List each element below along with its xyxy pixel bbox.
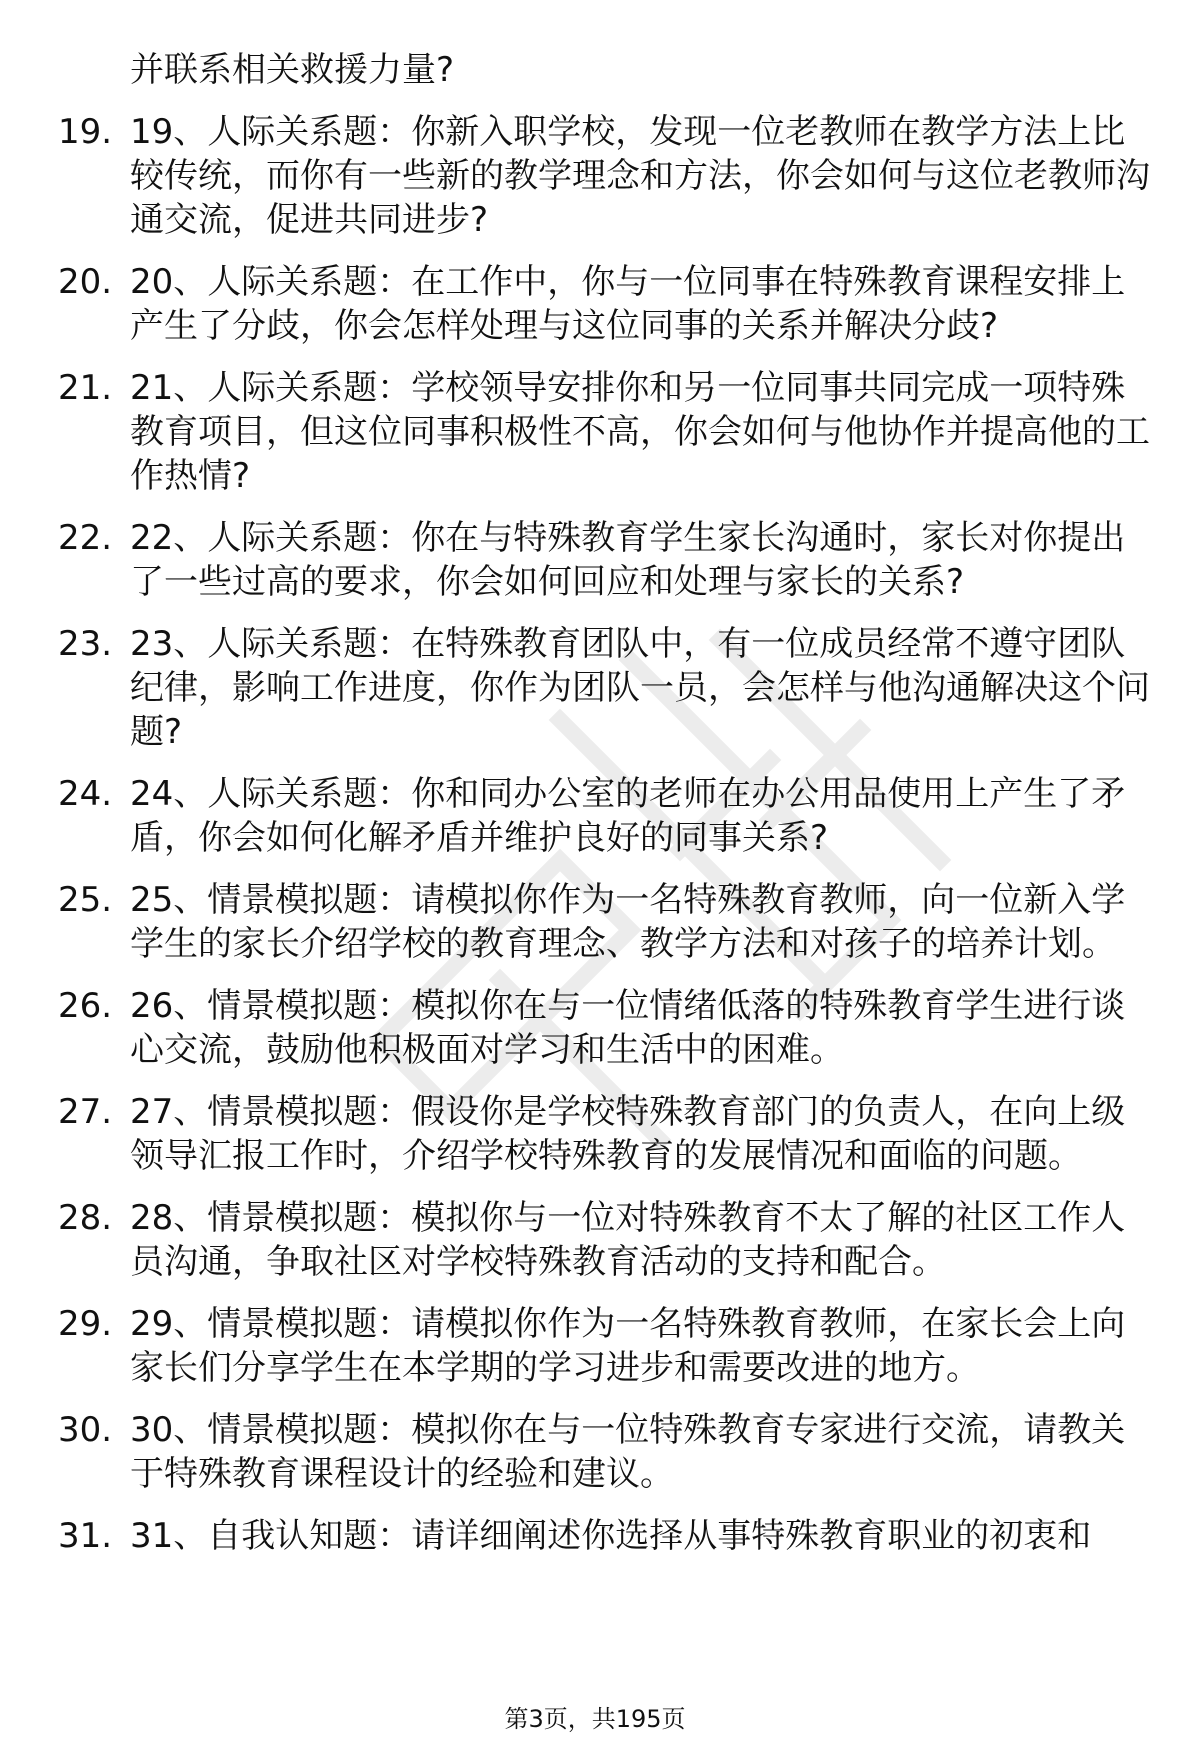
list-item [58, 110, 1158, 242]
list-item [58, 516, 1158, 604]
list-item [58, 366, 1158, 498]
item-number: 29. [58, 1304, 113, 1344]
item-text: 19、人际关系题：你新入职学校，发现一位老教师在教学方法上比较传统，而你有一些新的教学理念和方法，你会如何与这位老教师沟通交流，促进共同进步? [130, 112, 1150, 240]
item-text: 26、情景模拟题：模拟你在与一位情绪低落的特殊教育学生进行谈心交流，鼓励他积极面对学习和生活中的困难。 [130, 986, 1126, 1070]
list-item [58, 1090, 1158, 1178]
item-text: 25、情景模拟题：请模拟你作为一名特殊教育教师，向一位新入学学生的家长介绍学校的教育理念、教学方法和对孩子的培养计划。 [130, 880, 1126, 964]
item-number: 25. [58, 880, 113, 920]
list-item [58, 984, 1158, 1072]
list-item [58, 878, 1158, 966]
item-number: 31. [58, 1516, 113, 1556]
list-item [58, 772, 1158, 860]
item-number: 20. [58, 262, 113, 302]
item-number: 19. [58, 112, 113, 152]
page-footer: 第3页，共195页 [504, 1705, 686, 1733]
item-number: 21. [58, 368, 113, 408]
item-number: 23. [58, 624, 113, 664]
item-number: 24. [58, 774, 113, 814]
item-text: 31、自我认知题：请详细阐述你选择从事特殊教育职业的初衷和 [130, 1516, 1092, 1556]
list-item [58, 260, 1158, 348]
item-text: 20、人际关系题：在工作中，你与一位同事在特殊教育课程安排上产生了分歧，你会怎样处理与这位同事的关系并解决分歧? [130, 262, 1126, 346]
item-number: 28. [58, 1198, 113, 1238]
item-text: 27、情景模拟题：假设你是学校特殊教育部门的负责人，在向上级领导汇报工作时，介绍学校特殊教育的发展情况和面临的问题。 [130, 1092, 1126, 1176]
list-item [58, 1302, 1158, 1390]
item-number: 30. [58, 1410, 113, 1450]
item-text: 30、情景模拟题：模拟你在与一位特殊教育专家进行交流，请教关于特殊教育课程设计的经验和建议。 [130, 1410, 1126, 1494]
item-text: 29、情景模拟题：请模拟你作为一名特殊教育教师，在家长会上向家长们分享学生在本学期的学习进步和需要改进的地方。 [130, 1304, 1126, 1388]
item-text: 21、人际关系题：学校领导安排你和另一位同事共同完成一项特殊教育项目，但这位同事积极性不高，你会如何与他协作并提高他的工作热情? [130, 368, 1150, 496]
item-number: 22. [58, 518, 113, 558]
continued-text: 并联系相关救援力量? [130, 50, 455, 90]
item-text: 24、人际关系题：你和同办公室的老师在办公用品使用上产生了矛盾，你会如何化解矛盾并维护良好的同事关系? [130, 774, 1126, 858]
item-text: 28、情景模拟题：模拟你与一位对特殊教育不太了解的社区工作人员沟通，争取社区对学校特殊教育活动的支持和配合。 [130, 1198, 1126, 1282]
question-list [58, 48, 1158, 1576]
list-item [58, 1196, 1158, 1284]
list-item [58, 622, 1158, 754]
item-number: 26. [58, 986, 113, 1026]
list-item [58, 1514, 1158, 1558]
item-text: 23、人际关系题：在特殊教育团队中，有一位成员经常不遵守团队纪律，影响工作进度，你作为团队一员，会怎样与他沟通解决这个问题? [130, 624, 1150, 752]
item-text: 22、人际关系题：你在与特殊教育学生家长沟通时，家长对你提出了一些过高的要求，你会如何回应和处理与家长的关系? [130, 518, 1126, 602]
item-number: 27. [58, 1092, 113, 1132]
list-item [58, 1408, 1158, 1496]
